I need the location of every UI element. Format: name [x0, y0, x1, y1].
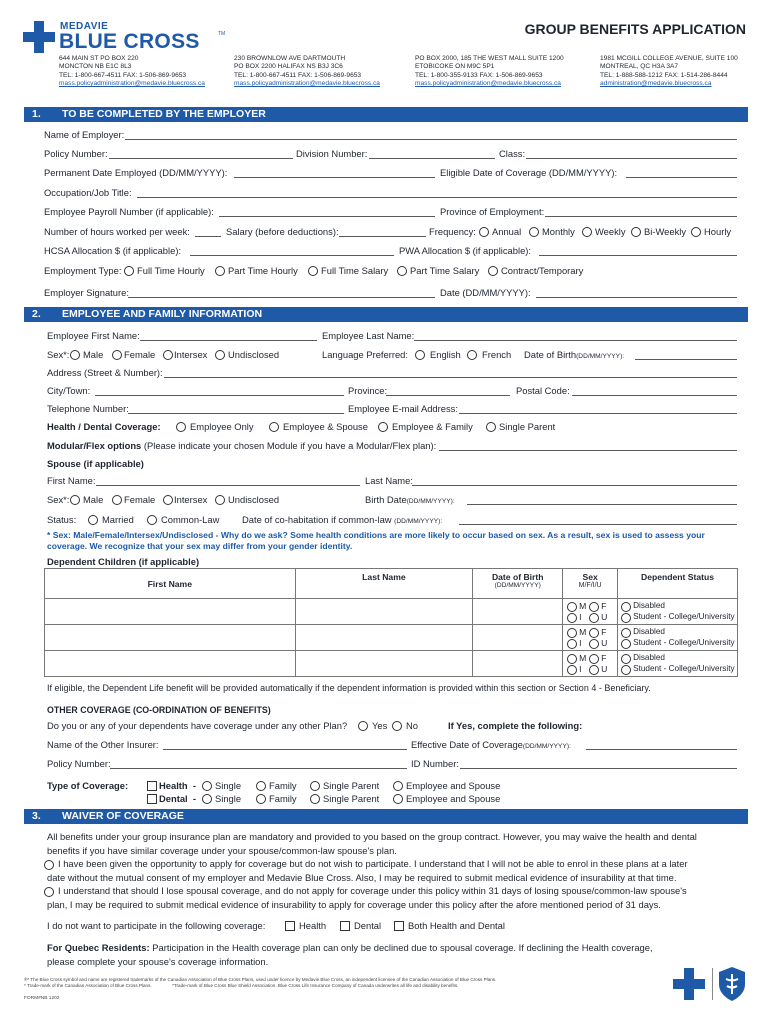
- address-field[interactable]: [164, 377, 737, 378]
- address-block-moncton: 644 MAIN ST PO BOX 220 MONCTON NB E1C 8L3 TEL: 1-800-667-4511 FAX: 1-506-869-9653 mass.policyadministration@medavie.bluecross.ca: [59, 55, 205, 88]
- dep2-student-label: Student - College/University: [633, 638, 735, 647]
- email-link[interactable]: administration@medavie.bluecross.ca: [600, 80, 712, 88]
- if-yes-label: If Yes, complete the following:: [448, 720, 583, 731]
- decline-both-label: Both Health and Dental: [408, 920, 505, 931]
- other-policy-field[interactable]: [110, 768, 407, 769]
- dep3-student-label: Student - College/University: [633, 664, 735, 673]
- dep1-last-cell[interactable]: [295, 599, 473, 625]
- cov-employee-family-radio[interactable]: [378, 422, 388, 432]
- hours-field[interactable]: [195, 236, 221, 237]
- freq-annual-label: Annual: [492, 226, 522, 237]
- brand-big: BLUE CROSS: [59, 30, 200, 53]
- other-insurer-label: Name of the Other Insurer:: [47, 739, 159, 750]
- emp-fulltime-salary-label: Full Time Salary: [321, 265, 389, 276]
- emp-contract-radio[interactable]: [488, 266, 498, 276]
- dep1-disabled-label: Disabled: [633, 601, 665, 610]
- status-commonlaw-label: Common-Law: [161, 514, 220, 525]
- spouse-first-name-label: First Name:: [47, 475, 96, 486]
- dep1-m-label: M: [579, 601, 587, 611]
- dental-emp-spouse-label: Employee and Spouse: [406, 793, 501, 804]
- address-block-montreal: 1981 MCGILL COLLEGE AVENUE, SUITE 100 MONTREAL, QC H3A 3A7 TEL: 1-888-588-1212 FAX: 1-514-286-8444 administration@medavie.bluecross.ca: [600, 55, 738, 88]
- sex-undisclosed-label: Undisclosed: [228, 349, 280, 360]
- eligible-date-field[interactable]: [626, 177, 737, 178]
- eligible-date-label: Eligible Date of Coverage (DD/MM/YYYY):: [440, 167, 618, 178]
- email-link[interactable]: mass.policyadministration@medavie.bluecross.ca: [415, 80, 561, 88]
- occupation-field[interactable]: [137, 197, 737, 198]
- hours-label: Number of hours worked per week:: [44, 226, 190, 237]
- sp-sex-intersex-label: Intersex: [174, 494, 208, 505]
- dep2-u-label: U: [601, 638, 608, 648]
- dep3-sex-cell: [563, 651, 618, 677]
- col-first-name: First Name: [45, 569, 296, 599]
- brand-tm: TM: [218, 31, 226, 37]
- other-insurer-field[interactable]: [163, 749, 407, 750]
- freq-weekly-label: Weekly: [595, 226, 626, 237]
- dep1-disabled-radio[interactable]: [621, 602, 631, 612]
- section-1-header: 1. TO BE COMPLETED BY THE EMPLOYER: [24, 107, 748, 122]
- other-yes-radio[interactable]: [358, 721, 368, 731]
- dental-family-radio[interactable]: [256, 794, 266, 804]
- email-label: Employee E-mail Address:: [348, 403, 458, 414]
- employer-name-label: Name of Employer:: [44, 129, 125, 140]
- health-single-parent-label: Single Parent: [323, 780, 380, 791]
- sex-intersex-label: Intersex: [174, 349, 208, 360]
- emp-parttime-hourly-radio[interactable]: [215, 266, 225, 276]
- section-2-header: 2. EMPLOYEE AND FAMILY INFORMATION: [24, 307, 748, 322]
- emp-parttime-salary-radio[interactable]: [397, 266, 407, 276]
- dep1-sex-cell: [563, 599, 618, 625]
- health-single-label: Single: [215, 780, 242, 791]
- type-health-checkbox[interactable]: [147, 781, 157, 791]
- brand-logo: [22, 20, 262, 56]
- freq-biweekly-label: Bi-Weekly: [644, 226, 687, 237]
- sp-sex-male-label: Male: [83, 494, 104, 505]
- status-married-label: Married: [102, 514, 134, 525]
- status-married-radio[interactable]: [88, 515, 98, 525]
- health-single-parent-radio[interactable]: [310, 781, 320, 791]
- decline-health-checkbox[interactable]: [285, 921, 295, 931]
- perm-date-label: Permanent Date Employed (DD/MM/YYYY):: [44, 167, 228, 178]
- province-label: Province:: [348, 385, 388, 396]
- dob-label: Date of Birth(DD/MM/YYYY):: [524, 349, 625, 360]
- address-block-dartmouth: 230 BROWNLOW AVE DARTMOUTH PO BOX 2200 HALIFAX NS B3J 3C6 TEL: 1-800-667-4511 FAX: 1-506-869-9653 mass.policyadministration@medavie.bluecross.ca: [234, 55, 380, 88]
- sex-female-radio[interactable]: [112, 350, 122, 360]
- dep2-status-cell: [618, 625, 738, 651]
- spouse-birth-field[interactable]: [467, 504, 737, 505]
- effective-date-field[interactable]: [586, 749, 737, 750]
- signature-date-label: Date (DD/MM/YYYY):: [440, 287, 531, 298]
- address-block-etobicoke: PO BOX 2000, 185 THE WEST MALL SUITE 1200 ETOBICOKE ON M9C 5P1 TEL: 1-800-355-9133 FAX: 1-506-869-9653 mass.policyadministration@medavie.bluecross.ca: [415, 55, 564, 88]
- freq-annual-radio[interactable]: [479, 227, 489, 237]
- dep1-dob-cell[interactable]: [473, 599, 563, 625]
- spouse-last-name-field[interactable]: [412, 485, 737, 486]
- dep3-disabled-label: Disabled: [633, 653, 665, 662]
- cov-single-parent-label: Single Parent: [499, 421, 556, 432]
- dep1-sex-m[interactable]: [567, 602, 577, 612]
- employer-signature-label: Employer Signature:: [44, 287, 129, 298]
- section-3-header: 3. WAIVER OF COVERAGE: [24, 809, 748, 824]
- sex-female-label: Female: [124, 349, 156, 360]
- pwa-field[interactable]: [539, 255, 737, 256]
- city-label: City/Town:: [47, 385, 91, 396]
- email-link[interactable]: mass.policyadministration@medavie.bluecross.ca: [234, 80, 380, 88]
- freq-monthly-radio[interactable]: [529, 227, 539, 237]
- dep1-f-label: F: [601, 601, 607, 611]
- dental-single-label: Single: [215, 793, 242, 804]
- decline-dental-label: Dental: [354, 920, 382, 931]
- hcsa-field[interactable]: [190, 255, 394, 256]
- dental-emp-spouse-radio[interactable]: [393, 794, 403, 804]
- dep2-sex-f[interactable]: [589, 628, 599, 638]
- blue-cross-icon: [672, 967, 706, 1001]
- province-field[interactable]: [386, 395, 510, 396]
- emp-parttime-hourly-label: Part Time Hourly: [228, 265, 298, 276]
- brand-small: MEDAVIE: [60, 21, 109, 32]
- col-dep-status: Dependent Status: [618, 569, 738, 599]
- divider: [712, 968, 713, 1000]
- id-number-field[interactable]: [460, 768, 737, 769]
- other-no-radio[interactable]: [392, 721, 402, 731]
- perm-date-field[interactable]: [234, 177, 435, 178]
- quebec-note: For Quebec Residents: Participation in the Health coverage plan can only be declined due to spousal coverage. If declining the Health coverage, please complete your spouse's coverage information.: [47, 942, 653, 967]
- waiver-option-1-radio[interactable]: [44, 860, 54, 870]
- emp-first-name-field[interactable]: [140, 340, 317, 341]
- table-row: [45, 651, 738, 677]
- sp-sex-female-label: Female: [124, 494, 156, 505]
- dep3-f-label: F: [601, 653, 607, 663]
- dep3-student-radio[interactable]: [621, 665, 631, 675]
- address-label: Address (Street & Number):: [47, 367, 163, 378]
- waiver-intro: All benefits under your group insurance plan are mandatory and provided to you based on the group contract. However, you may waive the health and dental benefits if you have similar coverage under your spouse/common-law spouse's plan.: [47, 831, 697, 856]
- lang-english-label: English: [430, 349, 461, 360]
- policy-number-label: Policy Number:: [44, 148, 108, 159]
- emp-fulltime-hourly-radio[interactable]: [124, 266, 134, 276]
- decline-both-checkbox[interactable]: [394, 921, 404, 931]
- cov-employee-family-label: Employee & Family: [392, 421, 473, 432]
- dep3-first-cell[interactable]: [45, 651, 296, 677]
- blue-cross-icon: [22, 20, 56, 54]
- dep1-student-radio[interactable]: [621, 613, 631, 623]
- emp-last-name-label: Employee Last Name:: [322, 330, 415, 341]
- emp-fulltime-hourly-label: Full Time Hourly: [137, 265, 205, 276]
- other-policy-label: Policy Number:: [47, 758, 111, 769]
- dep3-sex-i[interactable]: [567, 665, 577, 675]
- form-title: GROUP BENEFITS APPLICATION: [524, 21, 746, 37]
- dep3-m-label: M: [579, 653, 587, 663]
- waiver-option-2-text: I understand that should I lose spousal coverage, and do not apply for coverage under this policy within 31 days of losing spouse/common-law spouse's plan, I may be required to submit medical evidence of insurability to apply for coverage under this policy after the afore mentioned period of 31 days.: [47, 885, 687, 910]
- status-commonlaw-radio[interactable]: [147, 515, 157, 525]
- language-label: Language Preferred:: [322, 349, 409, 360]
- dep2-student-radio[interactable]: [621, 639, 631, 649]
- sex-male-radio[interactable]: [70, 350, 80, 360]
- freq-weekly-radio[interactable]: [582, 227, 592, 237]
- dep3-last-cell[interactable]: [295, 651, 473, 677]
- sex-undisclosed-radio[interactable]: [215, 350, 225, 360]
- cov-employee-only-label: Employee Only: [190, 421, 254, 432]
- table-row: [45, 599, 738, 625]
- sp-sex-female-radio[interactable]: [112, 495, 122, 505]
- dep1-first-cell[interactable]: [45, 599, 296, 625]
- dental-single-radio[interactable]: [202, 794, 212, 804]
- dep2-f-label: F: [601, 627, 607, 637]
- dependents-heading: Dependent Children (if applicable): [47, 556, 200, 567]
- class-label: Class:: [499, 148, 526, 159]
- modular-label: Modular/Flex options (Please indicate your chosen Module if you have a Modular/Flex plan):: [47, 440, 437, 451]
- emp-parttime-salary-label: Part Time Salary: [410, 265, 480, 276]
- health-emp-spouse-label: Employee and Spouse: [406, 780, 501, 791]
- dental-family-label: Family: [269, 793, 297, 804]
- dep3-dob-cell[interactable]: [473, 651, 563, 677]
- dependents-table: [44, 568, 738, 677]
- dental-single-parent-radio[interactable]: [310, 794, 320, 804]
- type-dental-checkbox[interactable]: [147, 794, 157, 804]
- phone-label: Telephone Number:: [47, 403, 129, 414]
- coverage-label: Health / Dental Coverage:: [47, 421, 161, 432]
- cov-employee-spouse-radio[interactable]: [269, 422, 279, 432]
- cohab-field[interactable]: [459, 524, 737, 525]
- email-field[interactable]: [459, 413, 737, 414]
- cov-single-parent-radio[interactable]: [486, 422, 496, 432]
- policy-number-field[interactable]: [109, 158, 293, 159]
- freq-hourly-label: Hourly: [704, 226, 732, 237]
- cov-employee-spouse-label: Employee & Spouse: [283, 421, 368, 432]
- dep3-u-label: U: [601, 664, 608, 674]
- freq-biweekly-radio[interactable]: [631, 227, 641, 237]
- division-number-field[interactable]: [369, 158, 495, 159]
- postal-code-field[interactable]: [572, 395, 737, 396]
- health-family-label: Family: [269, 780, 297, 791]
- email-link[interactable]: mass.policyadministration@medavie.bluecross.ca: [59, 80, 205, 88]
- sex-note: * Sex: Male/Female/Intersex/Undisclosed - Why do we ask? Some health conditions are more likely to occur based on sex. As a result, sex is used to assess your coverage. We recognize that your sex may differ from your gender identity.: [47, 530, 705, 551]
- dob-field[interactable]: [635, 359, 737, 360]
- sp-sex-undisclosed-label: Undisclosed: [228, 494, 280, 505]
- employer-signature-field[interactable]: [128, 297, 435, 298]
- employer-name-field[interactable]: [125, 139, 737, 140]
- salary-label: Salary (before deductions):: [226, 226, 339, 237]
- dep3-sex-m[interactable]: [567, 654, 577, 664]
- dep3-disabled-radio[interactable]: [621, 654, 631, 664]
- division-number-label: Division Number:: [296, 148, 368, 159]
- salary-field[interactable]: [339, 236, 426, 237]
- class-field[interactable]: [526, 158, 737, 159]
- blue-shield-icon: [717, 966, 747, 1002]
- occupation-label: Occupation/Job Title:: [44, 187, 132, 198]
- sex-male-label: Male: [83, 349, 104, 360]
- health-single-radio[interactable]: [202, 781, 212, 791]
- dep1-sex-i[interactable]: [567, 613, 577, 623]
- decline-health-label: Health: [299, 920, 327, 931]
- dep2-sex-cell: [563, 625, 618, 651]
- col-dob: Date of Birth (DD/MM/YYYY): [473, 569, 563, 599]
- emp-last-name-field[interactable]: [414, 340, 737, 341]
- emp-fulltime-salary-radio[interactable]: [308, 266, 318, 276]
- freq-hourly-radio[interactable]: [691, 227, 701, 237]
- status-label: Status:: [47, 514, 77, 525]
- dep3-sex-f[interactable]: [589, 654, 599, 664]
- spouse-sex-label: Sex*:: [47, 494, 70, 505]
- dep3-status-cell: [618, 651, 738, 677]
- cov-employee-only-radio[interactable]: [176, 422, 186, 432]
- waiver-option-2-radio[interactable]: [44, 887, 54, 897]
- lang-french-label: French: [482, 349, 512, 360]
- city-field[interactable]: [95, 395, 344, 396]
- dep2-i-label: I: [579, 638, 582, 648]
- sp-sex-male-radio[interactable]: [70, 495, 80, 505]
- dep2-disabled-label: Disabled: [633, 627, 665, 636]
- spouse-birth-label: Birth Date(DD/MM/YYYY):: [365, 494, 455, 505]
- sp-sex-intersex-radio[interactable]: [163, 495, 173, 505]
- spouse-heading: Spouse (if applicable): [47, 458, 144, 469]
- dep2-sex-u[interactable]: [589, 639, 599, 649]
- dep1-sex-f[interactable]: [589, 602, 599, 612]
- lang-english-radio[interactable]: [415, 350, 425, 360]
- dep2-sex-i[interactable]: [567, 639, 577, 649]
- cohab-label: Date of co-habitation if common-law (DD/MM/YYYY):: [242, 514, 443, 525]
- dep1-sex-u[interactable]: [589, 613, 599, 623]
- dep2-m-label: M: [579, 627, 587, 637]
- effective-date-label: Effective Date of Coverage(DD/MM/YYYY):: [411, 739, 571, 750]
- other-coverage-question: Do you or any of your dependents have coverage under any other Plan?: [47, 720, 348, 731]
- type-dental-label: Dental -: [159, 793, 196, 804]
- dep1-u-label: U: [601, 612, 608, 622]
- dep2-first-cell[interactable]: [45, 625, 296, 651]
- col-last-name: Last Name: [295, 569, 473, 599]
- dep1-student-label: Student - College/University: [633, 612, 735, 621]
- other-yes-label: Yes: [372, 720, 388, 731]
- lang-french-radio[interactable]: [467, 350, 477, 360]
- freq-monthly-label: Monthly: [542, 226, 575, 237]
- payroll-label: Employee Payroll Number (if applicable):: [44, 206, 214, 217]
- sp-sex-undisclosed-radio[interactable]: [215, 495, 225, 505]
- frequency-label: Frequency:: [429, 226, 476, 237]
- dep1-status-cell: [618, 599, 738, 625]
- province-employment-field[interactable]: [545, 216, 737, 217]
- id-number-label: ID Number:: [411, 758, 459, 769]
- dep1-i-label: I: [579, 612, 582, 622]
- table-row: [45, 625, 738, 651]
- dep3-i-label: I: [579, 664, 582, 674]
- spouse-last-name-label: Last Name:: [365, 475, 413, 486]
- footer-legal: ®* The Blue Cross symbol and name are registered trademarks of the Canadian Association of Blue Cross Plans, used under licence by Medavie Blue Cross, an independent licensee of the Canadian Association of Blue Cross Plans. * Trade-mark of the Canadian Association of Blue Cross Plans. *Trade-mark of Blue Cross Blue Shield Association. Blue Cross Life Insurance Company of Canada underwrites all life and disability benefits. FORM#NB 1202: [24, 977, 497, 1001]
- postal-code-label: Postal Code:: [516, 385, 570, 396]
- type-coverage-label: Type of Coverage:: [47, 780, 129, 791]
- sex-label: Sex*:: [47, 349, 70, 360]
- dep3-sex-u[interactable]: [589, 665, 599, 675]
- other-coverage-heading: OTHER COVERAGE (CO-ORDINATION OF BENEFITS): [47, 705, 271, 715]
- other-no-label: No: [406, 720, 418, 731]
- dep2-sex-m[interactable]: [567, 628, 577, 638]
- payroll-field[interactable]: [219, 216, 435, 217]
- phone-field[interactable]: [128, 413, 344, 414]
- dependent-life-note: If eligible, the Dependent Life benefit will be provided automatically if the dependent information is provided within this section or Section 4 - Beneficiary.: [47, 683, 651, 693]
- signature-date-field[interactable]: [536, 297, 737, 298]
- type-health-label: Health -: [159, 780, 196, 791]
- health-family-radio[interactable]: [256, 781, 266, 791]
- hcsa-label: HCSA Allocation $ (if applicable):: [44, 245, 182, 256]
- dep2-dob-cell[interactable]: [473, 625, 563, 651]
- spouse-first-name-field[interactable]: [96, 485, 360, 486]
- waiver-option-1-text: I have been given the opportunity to apply for coverage but do not wish to participate. I understand that I will not be able to enrol in these plans at a later date without the mutual consent of my employer and Medavie Blue Cross. Also, I may be required to submit medical evidence of insurability at that time.: [47, 858, 688, 883]
- col-sex: Sex M/F/I/U: [563, 569, 618, 599]
- health-emp-spouse-radio[interactable]: [393, 781, 403, 791]
- emp-first-name-label: Employee First Name:: [47, 330, 140, 341]
- decline-dental-checkbox[interactable]: [340, 921, 350, 931]
- dep2-disabled-radio[interactable]: [621, 628, 631, 638]
- modular-field[interactable]: [439, 450, 737, 451]
- no-participate-label: I do not want to participate in the following coverage:: [47, 920, 266, 931]
- pwa-label: PWA Allocation $ (if applicable):: [399, 245, 532, 256]
- emp-contract-label: Contract/Temporary: [501, 265, 584, 276]
- province-employment-label: Province of Employment:: [440, 206, 545, 217]
- sex-intersex-radio[interactable]: [163, 350, 173, 360]
- dental-single-parent-label: Single Parent: [323, 793, 380, 804]
- employment-type-label: Employment Type:: [44, 265, 122, 276]
- dep2-last-cell[interactable]: [295, 625, 473, 651]
